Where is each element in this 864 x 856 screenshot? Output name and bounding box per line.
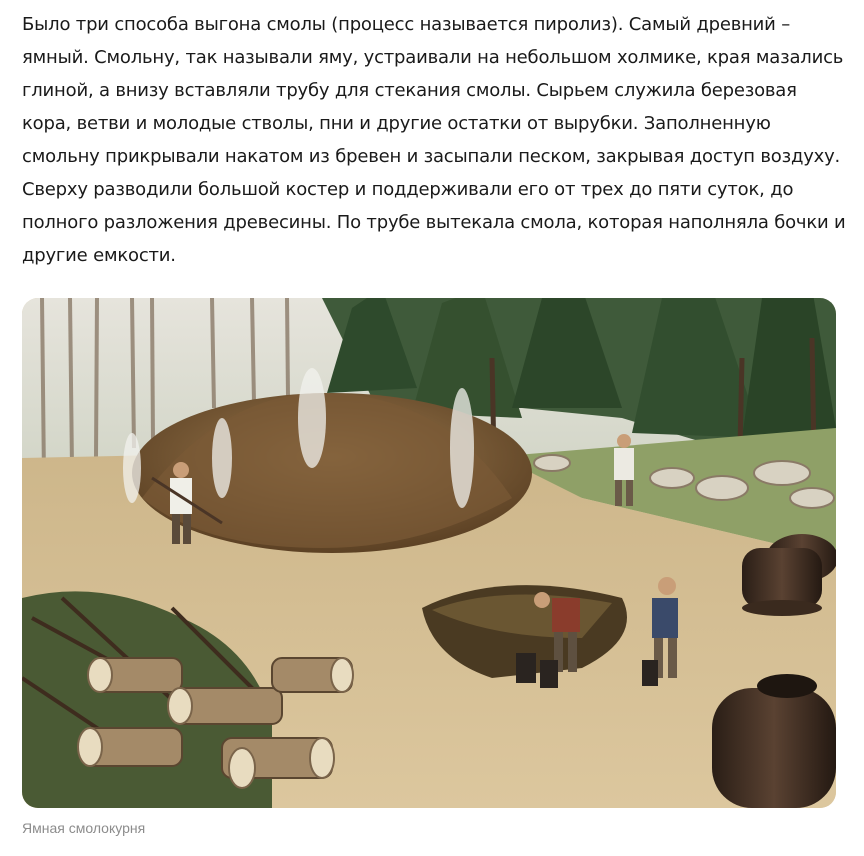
figure-caption: Ямная смолокурня — [22, 820, 146, 836]
tar-kiln-illustration — [22, 298, 836, 808]
article-paragraph: Было три способа выгона смолы (процесс называется пиролиз). Самый древний – ямный. Смольну, так называли яму, устраивали на небольшом холмике, края мазались глиной, а внизу вставляли трубу для стекания смолы. Сырьем служила березовая кора, ветви и молодые стволы, пни и другие остатки от вырубки. Заполненную смольну прикрывали накатом из бревен и засыпали песком, закрывая доступ воздуху. Сверху разводили большой костер и поддерживали его от трех до пяти суток, до полного разложения древесины. По трубе вытекала смола, которая наполняла бочки и другие емкости. — [22, 14, 846, 266]
